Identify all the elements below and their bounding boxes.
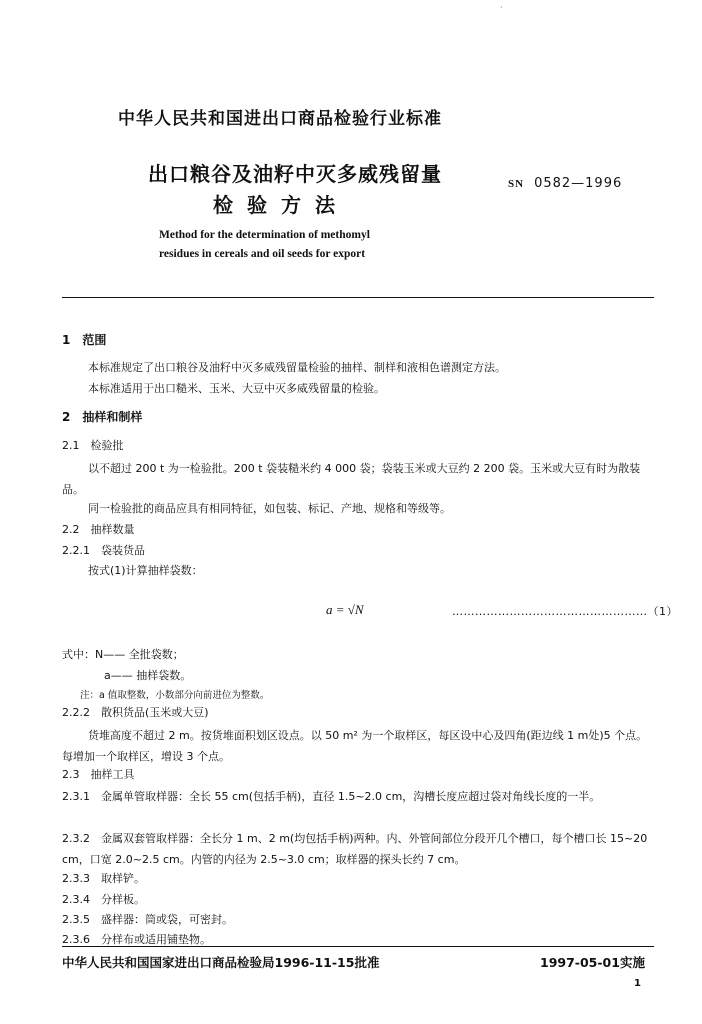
english-title-line1: Method for the determination of methomyl [159,229,370,241]
section-1-heading: 1 范围 [62,333,107,347]
section-1-paragraph-1: 本标准规定了出口粮谷及油籽中灭多威残留量检验的抽样、制样和液相色谱测定方法。 [88,361,506,374]
document-title-line2: 检验方法 [213,193,349,217]
section-2-heading: 2 抽样和制样 [62,410,143,424]
implementation-date: 1997-05-01实施 [540,955,645,970]
standard-body: 中华人民共和国进出口商品检验行业标准 [118,109,442,129]
formula-where-line2: a—— 抽样袋数。 [104,669,192,682]
section-2-3-5: 2.3.5 盛样器：筒或袋，可密封。 [62,913,233,926]
section-2-3-3: 2.3.3 取样铲。 [62,872,145,885]
standard-number-value: 0582—1996 [534,176,623,191]
page-number: 1 [634,978,641,989]
section-2-1-paragraph-2: 同一检验批的商品应具有相同特征，如包装、标记、产地、规格和等级等。 [88,502,451,515]
section-1-paragraph-2: 本标准适用于出口糙米、玉米、大豆中灭多威残留量的检验。 [88,382,385,395]
english-title-line2: residues in cereals and oil seeds for export [159,248,366,260]
section-2-2-2-paragraph: 货堆高度不超过 2 m。按货堆面积划区设点。以 50 m² 为一个取样区，每区设中心及四角(距边线 1 m处)5 个点。每增加一个取样区，增设 3 个点。 [62,729,648,763]
section-2-3-2: 2.3.2 金属双套管取样器：全长分 1 m、2 m(均包括手柄)两种。内、外管间部位分段开几个槽口，每个槽口长 15~20 cm，口宽 2.0~2.5 cm。内管的内径为 2.5~3.0 cm；取样器的探头长约 7 cm。 [62,832,648,866]
standard-prefix: SN [508,178,525,190]
section-2-2-2-heading: 2.2.2 散积货品(玉米或大豆) [62,706,209,719]
scan-speck: · [500,3,503,12]
sample-size-formula: a = √N [326,602,364,617]
formula-note: 注：a 值取整数，小数部分向前进位为整数。 [80,690,270,701]
section-2-2-1-paragraph: 按式(1)计算抽样袋数： [88,564,203,577]
formula-where-line1: 式中：N—— 全批袋数； [62,648,184,661]
section-2-3-4: 2.3.4 分样板。 [62,893,145,906]
section-2-3-6: 2.3.6 分样布或适用铺垫物。 [62,933,211,946]
section-2-2-1-heading: 2.2.1 袋装货品 [62,544,145,557]
formula-number: ……………………………………………（1） [452,605,678,618]
header-divider [62,297,654,298]
standard-number [508,176,622,191]
section-2-2-heading: 2.2 抽样数量 [62,523,135,536]
section-2-3-1: 2.3.1 金属单管取样器：全长 55 cm(包括手柄)，直径 1.5~2.0 cm，沟槽长度应超过袋对角线长度的一半。 [62,790,601,803]
section-2-1-heading: 2.1 检验批 [62,439,124,452]
document-title-line1: 出口粮谷及油籽中灭多威残留量 [148,162,442,186]
footer-divider [62,946,654,947]
approval-line: 中华人民共和国国家进出口商品检验局1996-11-15批准 [62,955,380,970]
section-2-3-heading: 2.3 抽样工具 [62,768,135,781]
section-2-1-paragraph-1: 以不超过 200 t 为一检验批。200 t 袋装糙米约 4 000 袋；袋装玉米或大豆约 2 200 袋。玉米或大豆有时为散装品。 [62,462,641,496]
